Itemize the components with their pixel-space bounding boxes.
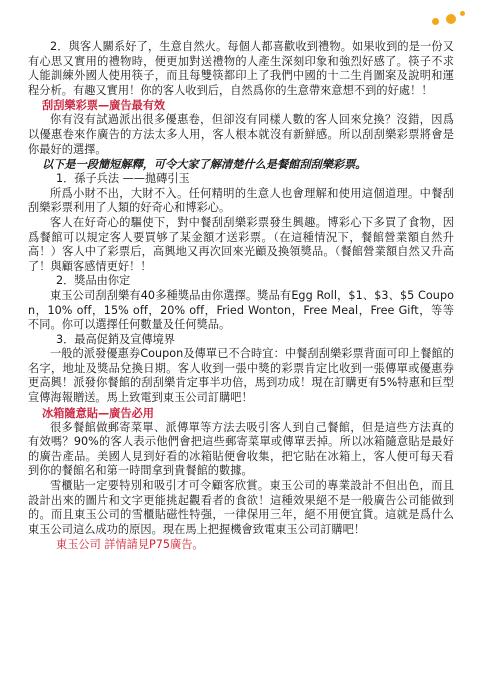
paragraph-fridge-design: 雪櫃貼一定要特別和吸引才可令顧客欣賞。東玉公司的專業設計不但出色，而且設計出來的圖片和文字更能挑起觀看者的食欲！這種效果絕不是一般廣告公司能做到的。而且東玉公司的雪櫃貼磁性特强，一律保用三年，絕不用便宜貨。這就是爲什么東玉公司這么成功的原因。現在馬上把握機會致電東玉公司訂購吧！ <box>28 479 454 536</box>
heading-fridge-magnet: 冰箱隨意貼—廣告必用 <box>42 406 154 420</box>
heading-explanation: 以下是一段簡短解釋，可令大家了解清楚什么是餐館刮刮樂彩票。 <box>42 158 367 172</box>
paragraph-curiosity: 客人在好奇心的驅使下，對中餐刮刮樂彩票發生興趣。博彩心下多買了食物，因爲餐館可以規定客人要買够了某金額才送彩票。（在這種情況下，餐館營業額自然升高！）客人中了彩票后，高興地又再次回來光顧及換領獎品。（餐館營業額自然又升高了！與顧客感情更好！！ <box>28 215 454 273</box>
heading-scratch-ticket: 刮刮樂彩票—廣告最有效 <box>42 99 166 113</box>
subheading-promotion: 3．最高促銷及宣傳境界 <box>56 332 175 346</box>
subheading-prizes: 2．獎品由你定 <box>56 274 131 288</box>
contact-note: 東玉公司 詳情請見P75廣告。 <box>56 538 204 552</box>
paragraph-small-money: 所爲小財不出，大財不入。任何精明的生意人也會理解和使用這個道理。中餐刮刮樂彩票利用了人類的好奇心和博彩心。 <box>28 186 454 215</box>
paragraph-fridge-intro: 很多餐館做郵寄菜單、派傳單等方法去吸引客人到自己餐館，但是這些方法真的有效嗎？90%的客人表示他們會把這些郵寄菜單或傳單丟掉。所以冰箱隨意貼是最好的廣告產品。美國人見到好看的冰箱貼便會收集，把它貼在冰箱上，客人便可每天看到你的餐館名和第一時間拿到貴餐館的數據。 <box>28 420 454 478</box>
paragraph-promotion: 一般的派發優惠券Coupon及傳單已不合時宜：中餐刮刮樂彩票背面可印上餐館的名字，地址及獎品兌換日期。客人收到一張中獎的彩票肯定比收到一張傳單或優惠券更高興！派發你餐館的刮刮樂肯定事半功倍，馬到功成！現在訂購更有5%特惠和巨型宣傳海報贈送。馬上致電到東玉公司訂購吧！ <box>28 347 454 405</box>
paragraph-prize-options: 東玉公司刮刮樂有40多種獎品由你選擇。獎品有Egg Roll，$1、$3、$5 Coupon，10% off，15% off，20% off，Fried Wonton，Free Meal，Free Gift，等等不同。你可以選擇任何數量及任何獎品。 <box>28 288 454 332</box>
dot-small <box>460 11 465 16</box>
paragraph-coupon-problem: 你有沒有試過派出很多優惠卷，但卻沒有同樣人數的客人回來兌換？沒錯，因爲以優惠卷來作廣告的方法太多人用，客人根本就沒有新鮮感。所以刮刮樂彩票將會是你最好的選擇。 <box>28 113 454 156</box>
document-body <box>28 40 454 552</box>
dot-large <box>446 14 456 24</box>
subheading-strategy: 1．孫子兵法 ——拋磚引玉 <box>56 172 190 186</box>
paragraph-relationship: 2．與客人關系好了，生意自然火。每個人都喜歡收到禮物。如果收到的是一份又有心思又實用的禮物時，便更加對送禮物的人產生深刻印象和強烈好感了。筷子不求人能訓練外國人使用筷子，而且每雙筷都印上了我們中國的十二生肖圖案及說明和運程分析。有趣又實用！你的客人收到后，自然爲你的生意帶來意想不到的好處！！ <box>28 40 454 97</box>
dot-medium <box>432 18 439 25</box>
decorative-dots <box>412 10 472 32</box>
